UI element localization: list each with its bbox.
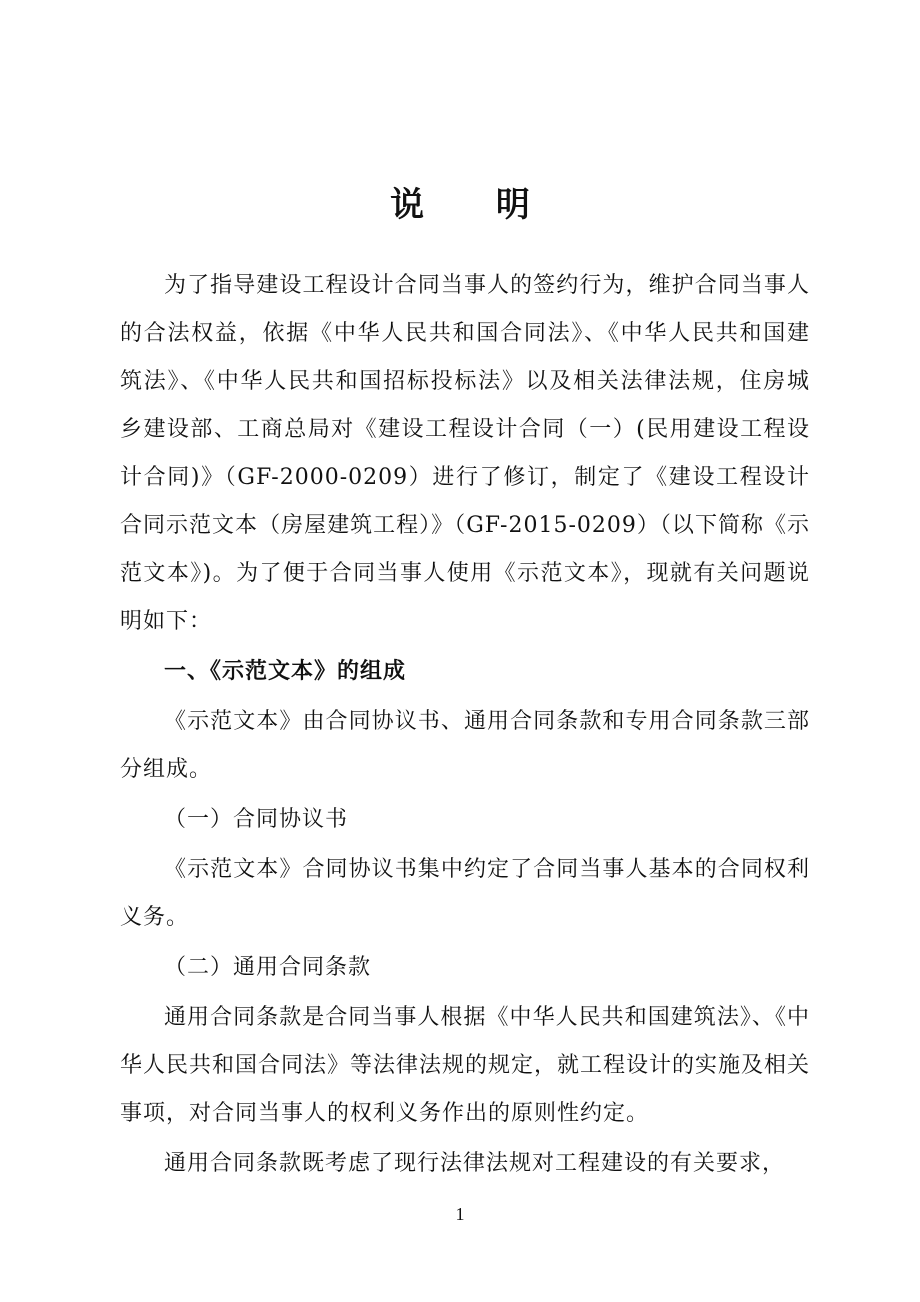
section-heading-composition: 一、《示范文本》的组成 (164, 659, 407, 684)
page-number: 1 (455, 1204, 465, 1224)
paragraph-agreement: 《示范文本》合同协议书集中约定了合同当事人基本的合同权利义务。 (120, 857, 810, 930)
paragraph-composition: 《示范文本》由合同协议书、通用合同条款和专用合同条款三部分组成。 (120, 709, 810, 782)
subheading-general-terms: （二）通用合同条款 (164, 955, 372, 980)
document-body (120, 262, 810, 1188)
paragraph-intro: 为了指导建设工程设计合同当事人的签约行为，维护合同当事人的合法权益，依据《中华人民共和国合同法》、《中华人民共和国建筑法》、《中华人民共和国招标投标法》以及相关法律法规，住房城乡建设部、工商总局对《建设工程设计合同（一）(民用建设工程设计合同)》（GF-2000-0209）进行了修订，制定了《建设工程设计合同示范文本（房屋建筑工程）》（GF-2015-0209）（以下简称《示范文本》)。为了便于合同当事人使用《示范文本》，现就有关问题说明如下： (120, 273, 810, 634)
page-title: 说 明 (390, 185, 560, 225)
paragraph-general-terms: 通用合同条款是合同当事人根据《中华人民共和国建筑法》、《中华人民共和国合同法》等法律法规的规定，就工程设计的实施及相关事项，对合同当事人的权利义务作出的原则性约定。 (120, 1005, 811, 1126)
paragraph-general-terms-continued: 通用合同条款既考虑了现行法律法规对工程建设的有关要求， (164, 1151, 786, 1176)
subheading-agreement: （一）合同协议书 (164, 807, 349, 832)
